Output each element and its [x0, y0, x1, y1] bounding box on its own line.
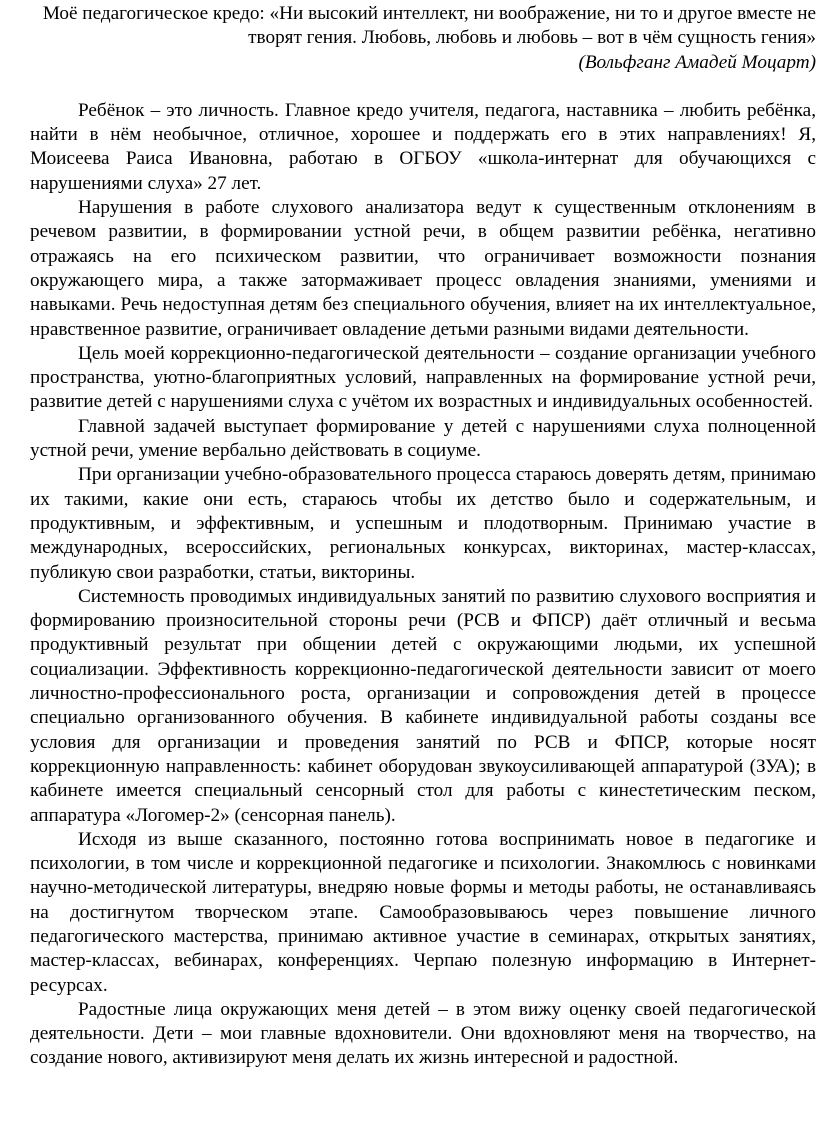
paragraph-educational-process: При организации учебно-образовательного процесса стараюсь доверять детям, принимаю их такими, какие они есть, стараюсь чтобы их детство было и содержательным, и продуктивным, и эффективным, и успешным и плодотворным. Принимаю участие в международных, всероссийских, региональных конкурсах, викторинах, мастер-классах, публикую свои разработки, статьи, викторины. — [30, 464, 816, 583]
spacer — [30, 75, 816, 99]
epigraph — [30, 2, 816, 75]
paragraph-goal: Цель моей коррекционно-педагогической деятельности – создание организации учебного пространства, уютно-благоприятных условий, направленных на формирование устной речи, развитие детей с нарушениями слуха с учётом их возрастных и индивидуальных особенностей. — [30, 342, 816, 413]
paragraph-main-task: Главной задачей выступает формирование у детей с нарушениями слуха полноценной устной речи, умение вербально действовать в социуме. — [30, 415, 816, 462]
epigraph-author: (Вольфганг Амадей Моцарт) — [578, 51, 816, 73]
paragraph-credo: Ребёнок – это личность. Главное кредо учителя, педагога, наставника – любить ребёнка, найти в нём необычное, отличное, хорошее и поддержать его в этих направлениях! Я, Моисеева Раиса Ивановна, работаю в ОГБОУ «школа-интернат для обучающихся с нарушениями слуха» 27 лет. — [30, 99, 816, 194]
document-page — [30, 2, 816, 1071]
paragraph-hearing-impairment: Нарушения в работе слухового анализатора ведут к существенным отклонениям в речевом развитии, в формировании устной речи, в общем развитии ребёнка, негативно отражаясь на его психическом развитии, что ограничивает возможности познания окружающего мира, а также затормаживает процесс овладения знаниями, умениями и навыками. Речь недоступная детям без специального обучения, влияет на их интеллектуальное, нравственное развитие, ограничивает овладение детьми разными видами деятельности. — [30, 197, 816, 340]
paragraph-children-faces: Радостные лица окружающих меня детей – в этом вижу оценку своей педагогической деятельности. Дети – мои главные вдохновители. Они вдохновляют меня на творчество, на создание нового, активизируют меня делать их жизнь интересной и радостной. — [30, 998, 816, 1069]
paragraph-self-education: Исходя из выше сказанного, постоянно готова воспринимать новое в педагогике и психологии, в том числе и коррекционной педагогике и психологии. Знакомлюсь с новинками научно-методической литературы, внедряю новые формы и методы работы, не останавливаясь на достигнутом творческом этапе. Самообразовываюсь через повышение личного педагогического мастерства, принимаю активное участие в семинарах, открытых занятиях, мастер-классах, вебинарах, конференциях. Черпаю полезную информацию в Интернет-ресурсах. — [30, 828, 816, 996]
epigraph-quote: Моё педагогическое кредо: «Ни высокий интеллект, ни воображение, ни то и другое вместе не творят гения. Любовь, любовь и любовь – вот в чём сущность гения» — [42, 3, 816, 49]
paragraph-systematic-lessons: Системность проводимых индивидуальных занятий по развитию слухового восприятия и формированию произносительной стороны речи (РСВ и ФПСР) даёт отличный и весьма продуктивный результат при общении детей с окружающими людьми, их успешной социализации. Эффективность коррекционно-педагогической деятельности зависит от моего личностно-профессионального роста, организации и сопровождения детей в процессе специально организованного обучения. В кабинете индивидуальной работы созданы все условия для организации и проведения занятий по РСВ и ФПСР, которые носят коррекционную направленность: кабинет оборудован звукоусиливающей аппаратурой (ЗУА); в кабинете имеется специальный сенсорный стол для работы с кинестетическим песком, аппаратура «Логомер-2» (сенсорная панель). — [30, 585, 816, 826]
